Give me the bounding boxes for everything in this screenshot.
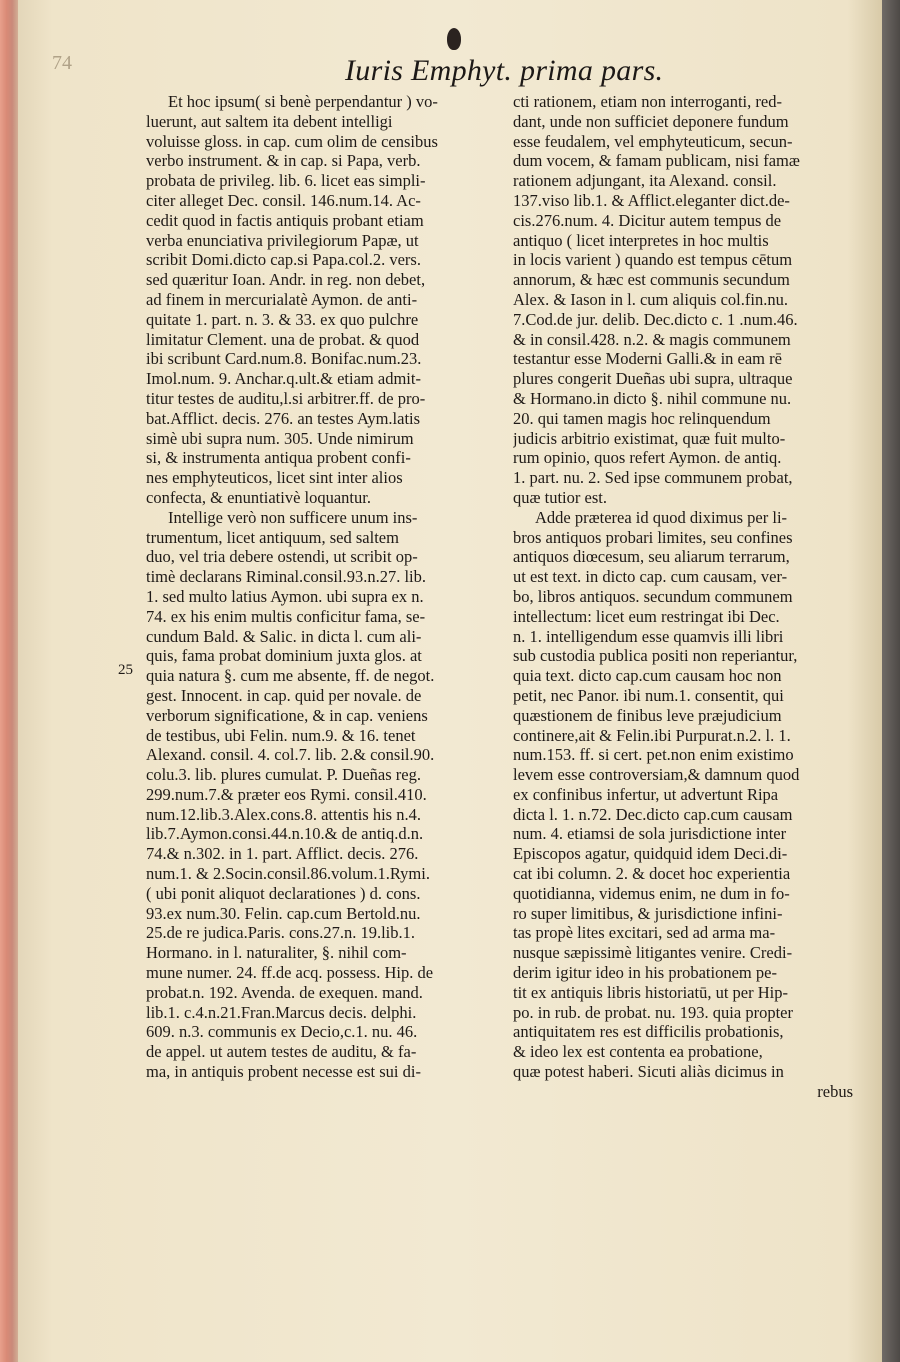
left-text-column: [146, 92, 486, 1082]
text-line: luerunt, aut saltem ita debent intelligi: [146, 111, 393, 131]
text-line: de testibus, ubi Felin. num.9. & 16. tenet: [146, 725, 416, 745]
text-line: Adde præterea id quod diximus per li-: [535, 507, 788, 527]
text-line: 1. sed multo latius Aymon. ubi supra ex n.: [146, 586, 424, 606]
text-line: sub custodia publica positi non reperiantur,: [513, 646, 798, 666]
text-line: trumentum, licet antiquum, sed saltem: [146, 527, 399, 547]
text-line: esse feudalem, vel emphyteuticum, secun-: [513, 131, 793, 151]
text-line: de appel. ut autem testes de auditu, & fa-: [146, 1042, 417, 1062]
text-line: quia text. dicto cap.cum causam hoc non: [513, 666, 782, 686]
text-line: petit, nec Panor. ibi num.1. consentit, qui: [513, 685, 784, 705]
text-line: Imol.num. 9. Anchar.q.ult.& etiam admit-: [146, 369, 421, 389]
text-line: verba enunciativa privilegiorum Papæ, ut: [146, 230, 419, 250]
text-line: ad finem in mercurialatè Aymon. de anti-: [146, 289, 418, 309]
text-line: nusque sæpissimè litigantes venire. Credi-: [513, 943, 793, 963]
text-line: n. 1. intelligendum esse quamvis illi libri: [513, 626, 784, 646]
text-line: confecta, & enuntiativè loquantur.: [146, 487, 371, 507]
text-line: mune numer. 24. ff.de acq. possess. Hip. de: [146, 963, 434, 983]
text-line: Intellige verò non sufficere unum ins-: [168, 507, 418, 527]
text-line: dum vocem, & famam publicam, nisi famæ: [513, 151, 800, 171]
text-line: colu.3. lib. plures cumulat. P. Dueñas reg.: [146, 765, 421, 785]
text-line: quis, fama probat dominium juxta glos. at: [146, 646, 422, 666]
text-line: cedit quod in factis antiquis probant etiam: [146, 210, 424, 230]
page-number: 74: [52, 52, 72, 74]
text-line: dant, unde non sufficiet deponere fundum: [513, 111, 789, 131]
text-line: 7.Cod.de jur. delib. Dec.dicto c. 1 .num.46.: [513, 309, 798, 329]
text-line: derim igitur ideo in his probationem pe-: [513, 963, 777, 983]
text-line: num.12.lib.3.Alex.cons.8. attentis his n.4.: [146, 804, 421, 824]
text-line: quæ potest haberi. Sicuti aliàs dicimus in: [513, 1062, 784, 1082]
text-line: quæ tutior est.: [513, 487, 607, 507]
text-line: ex confinibus infertur, ut advertunt Ripa: [513, 784, 779, 804]
text-line: lib.7.Aymon.consi.44.n.10.& de antiq.d.n.: [146, 824, 424, 844]
text-line: ibi scribunt Card.num.8. Bonifac.num.23.: [146, 349, 422, 369]
text-line: nes emphyteuticos, licet sint inter alios: [146, 468, 403, 488]
text-line: po. in rub. de probat. nu. 193. quia propter: [513, 1002, 793, 1022]
text-line: quotidianna, videmus enim, ne dum in fo-: [513, 883, 790, 903]
text-line: gest. Innocent. in cap. quid per novale. de: [146, 685, 422, 705]
text-line: levem esse controversiam,& damnum quod: [513, 765, 800, 785]
text-line: verbo instrument. & in cap. si Papa, verb.: [146, 151, 421, 171]
text-line: timè declarans Riminal.consil.93.n.27. lib.: [146, 567, 426, 587]
text-line: cat ibi column. 2. & docet hoc experientia: [513, 864, 791, 884]
text-line: lib.1. c.4.n.21.Fran.Marcus decis. delphi.: [146, 1002, 417, 1022]
facing-page-edge: [882, 0, 900, 1362]
text-line: limitatur Clement. una de probat. & quod: [146, 329, 420, 349]
text-line: tas propè lites excitari, sed ad arma ma-: [513, 923, 776, 943]
text-line: 20. qui tamen magis hoc relinquendum: [513, 408, 771, 428]
text-line: Et hoc ipsum( si benè perpendantur ) vo-: [168, 92, 438, 111]
text-line: dicta l. 1. n.72. Dec.dicto cap.cum causam: [513, 804, 793, 824]
text-line: num.1. & 2.Socin.consil.86.volum.1.Rymi.: [146, 864, 430, 884]
text-line: probata de privileg. lib. 6. licet eas simpli-: [146, 171, 426, 191]
text-line: citer alleget Dec. consil. 146.num.14. Ac-: [146, 190, 421, 210]
text-line: rebus: [817, 1081, 853, 1101]
text-line: cundum Bald. & Salic. in dicta l. cum ali-: [146, 626, 422, 646]
text-line: & ideo lex est contenta ea probatione,: [513, 1042, 763, 1062]
text-line: 25.de re judica.Paris. cons.27.n. 19.lib.1.: [146, 923, 415, 943]
text-line: 1. part. nu. 2. Sed ipse communem probat,: [513, 468, 793, 488]
text-line: verborum significatione, & in cap. veniens: [146, 705, 428, 725]
text-line: antiquos diœcesum, seu aliarum terrarum,: [513, 547, 790, 567]
text-line: 74. ex his enim multis conficitur fama, se-: [146, 606, 426, 626]
text-line: bat.Afflict. decis. 276. an testes Aym.latis: [146, 408, 421, 428]
text-line: antiquo ( licet interpretes in hoc multis: [513, 230, 769, 250]
text-line: cis.276.num. 4. Dicitur autem tempus de: [513, 210, 782, 230]
text-line: plures congerit Dueñas ubi supra, ultraque: [513, 369, 793, 389]
text-line: ( ubi ponit aliquot declarationes ) d. cons.: [146, 883, 421, 903]
text-line: rationem adjungant, ita Alexand. consil.: [513, 171, 777, 191]
text-line: titur testes de auditu,l.si arbitrer.ff. de pro-: [146, 388, 426, 408]
text-line: rum opinio, quos refert Aymon. de antiq.: [513, 448, 782, 468]
text-line: annorum, & hæc est communis secundum: [513, 270, 790, 290]
text-line: & in consil.428. n.2. & magis communem: [513, 329, 791, 349]
right-text-column: [513, 92, 853, 1102]
text-line: duo, vel tria debere ostendi, ut scribit op-: [146, 547, 418, 567]
text-line: Hormano. in l. naturaliter, §. nihil com-: [146, 943, 407, 963]
text-line: antiquitatem res est difficilis probationis,: [513, 1022, 784, 1042]
text-line: ro super limitibus, & jurisdictione infini-: [513, 903, 783, 923]
text-line: 74.& n.302. in 1. part. Afflict. decis. 276.: [146, 844, 419, 864]
running-head: Iuris Emphyt. prima pars.: [345, 54, 664, 87]
text-line: bros antiquos probari limites, seu confines: [513, 527, 793, 547]
text-line: testantur esse Moderni Galli.& in eam rē: [513, 349, 782, 369]
text-line: intellectum: licet eum restringat ibi Dec.: [513, 606, 780, 626]
text-line: tit ex antiquis libris historiatū, ut per Hip-: [513, 982, 788, 1002]
text-line: simè ubi supra num. 305. Unde nimirum: [146, 428, 414, 448]
text-line: num.153. ff. si cert. pet.non enim existimo: [513, 745, 794, 765]
text-line: ma, in antiquis probent necesse est sui di-: [146, 1062, 421, 1082]
text-line: num. 4. etiamsi de sola jurisdictione inter: [513, 824, 787, 844]
text-line: in locis varient ) quando est tempus cētum: [513, 250, 793, 270]
text-line: cti rationem, etiam non interroganti, red-: [513, 92, 782, 111]
text-line: 299.num.7.& præter eos Rymi. consil.410.: [146, 784, 427, 804]
text-line: probat.n. 192. Avenda. de exequen. mand.: [146, 982, 423, 1002]
text-line: quæstionem de finibus leve præjudicium: [513, 705, 782, 725]
text-line: bo, libros antiquos. secundum communem: [513, 586, 793, 606]
text-line: Alexand. consil. 4. col.7. lib. 2.& consil.90.: [146, 745, 435, 765]
text-line: Episcopos agatur, quidquid idem Deci.di-: [513, 844, 788, 864]
text-line: continere,ait & Felin.ibi Purpurat.n.2. l. 1.: [513, 725, 791, 745]
text-line: sed quæritur Ioan. Andr. in reg. non debet,: [146, 270, 426, 290]
text-line: 137.viso lib.1. & Afflict.eleganter dict.de-: [513, 190, 790, 210]
text-line: quitate 1. part. n. 3. & 33. ex quo pulchre: [146, 309, 419, 329]
text-line: 609. n.3. communis ex Decio,c.1. nu. 46.: [146, 1022, 418, 1042]
text-line: scribit Domi.dicto cap.si Papa.col.2. vers.: [146, 250, 421, 270]
text-line: Alex. & Iason in l. cum aliquis col.fin.nu.: [513, 289, 788, 309]
margin-note: 25: [118, 662, 133, 678]
text-line: quia natura §. cum me absente, ff. de negot.: [146, 666, 435, 686]
text-line: si, & instrumenta antiqua probent confi-: [146, 448, 411, 468]
text-line: 93.ex num.30. Felin. cap.cum Bertold.nu.: [146, 903, 421, 923]
text-line: ut est text. in dicto cap. cum causam, ver-: [513, 567, 788, 587]
ink-blot: [447, 28, 461, 50]
text-line: judicis arbitrio existimat, quæ fuit multo-: [513, 428, 786, 448]
text-line: & Hormano.in dicto §. nihil commune nu.: [513, 388, 792, 408]
text-line: voluisse gloss. in cap. cum olim de censibus: [146, 131, 438, 151]
